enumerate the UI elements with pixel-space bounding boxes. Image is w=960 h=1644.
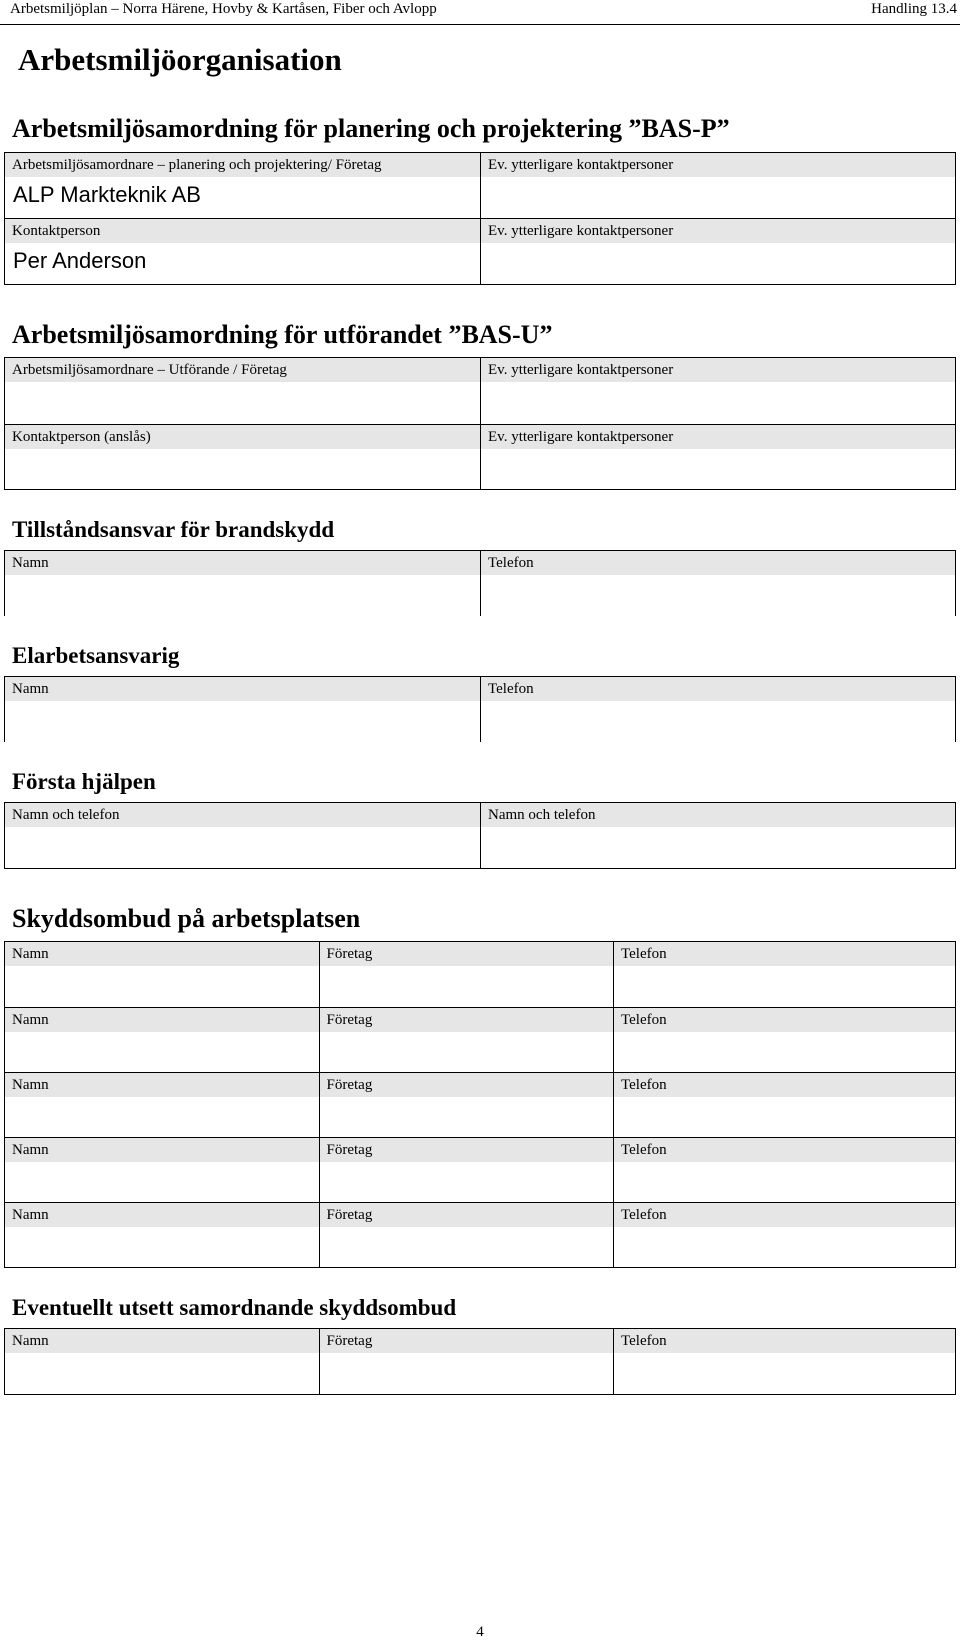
- safety-rep-row: [5, 1202, 955, 1267]
- field-label: Företag: [320, 1008, 614, 1032]
- coordinating-safety-rep-heading: Eventuellt utsett samordnande skyddsombud: [12, 1295, 457, 1320]
- field-label: Ev. ytterligare kontaktpersoner: [481, 153, 955, 177]
- field-label: Företag: [320, 1203, 614, 1227]
- field-label: Företag: [320, 1138, 614, 1162]
- fire-protection-heading: Tillståndsansvar för brandskydd: [12, 517, 335, 542]
- fire-protection-phone-field[interactable]: [480, 551, 955, 616]
- bas-u-contact-row: [5, 424, 955, 489]
- safety-rep-row: [5, 1137, 955, 1202]
- coordinating-safety-rep-company-field[interactable]: [319, 1329, 614, 1394]
- document-reference: Handling 13.4: [871, 1, 957, 17]
- safety-rep-phone-field[interactable]: [613, 1203, 955, 1267]
- bas-u-coordinator-row: [5, 358, 955, 424]
- field-label: Namn och telefon: [5, 803, 480, 827]
- bas-p-contact-field[interactable]: [5, 219, 480, 284]
- fire-protection-name-field[interactable]: [5, 551, 480, 616]
- safety-rep-phone-field[interactable]: [613, 942, 955, 1007]
- field-label: Namn: [5, 551, 480, 575]
- field-label: Telefon: [614, 1073, 955, 1097]
- field-label: Ev. ytterligare kontaktpersoner: [481, 425, 955, 449]
- field-label: Namn: [5, 1203, 319, 1227]
- bas-p-table: [4, 152, 956, 285]
- safety-rep-table: [4, 941, 956, 1268]
- field-label: Namn: [5, 942, 319, 966]
- field-label: Telefon: [614, 1008, 955, 1032]
- first-aid-field-2[interactable]: [480, 803, 955, 868]
- bas-u-extra-contacts-field-2[interactable]: [480, 425, 955, 489]
- bas-u-contact-field[interactable]: [5, 425, 480, 489]
- bas-p-extra-contacts-field-2[interactable]: [480, 219, 955, 284]
- electrical-heading: Elarbetsansvarig: [12, 643, 180, 668]
- first-aid-table: [4, 802, 956, 869]
- field-label: Namn: [5, 1073, 319, 1097]
- safety-rep-name-field[interactable]: [5, 1008, 319, 1072]
- page-number: 4: [476, 1624, 484, 1640]
- coordinating-safety-rep-name-field[interactable]: [5, 1329, 319, 1394]
- safety-rep-row: [5, 942, 955, 1007]
- field-value: ALP Markteknik AB: [13, 182, 201, 207]
- field-label: Företag: [320, 942, 614, 966]
- field-label: Ev. ytterligare kontaktpersoner: [481, 219, 955, 243]
- safety-rep-company-field[interactable]: [319, 1138, 614, 1202]
- first-aid-row: [5, 803, 955, 868]
- first-aid-field-1[interactable]: [5, 803, 480, 868]
- fire-protection-row: [5, 551, 955, 616]
- safety-rep-company-field[interactable]: [319, 1008, 614, 1072]
- field-label: Namn: [5, 1138, 319, 1162]
- field-label: Telefon: [614, 942, 955, 966]
- field-label: Telefon: [481, 551, 955, 575]
- field-label: Namn och telefon: [481, 803, 955, 827]
- safety-rep-company-field[interactable]: [319, 1203, 614, 1267]
- safety-rep-name-field[interactable]: [5, 1073, 319, 1137]
- bas-p-extra-contacts-field-1[interactable]: [480, 153, 955, 218]
- safety-rep-phone-field[interactable]: [613, 1073, 955, 1137]
- first-aid-heading: Första hjälpen: [12, 769, 156, 794]
- field-label: Kontaktperson (anslås): [5, 425, 480, 449]
- electrical-name-field[interactable]: [5, 677, 480, 742]
- electrical-table: [4, 676, 956, 742]
- document-title: Arbetsmiljöplan – Norra Härene, Hovby & Kartåsen, Fiber och Avlopp: [10, 1, 437, 17]
- field-label: Företag: [320, 1329, 614, 1353]
- page-title: Arbetsmiljöorganisation: [18, 42, 342, 77]
- safety-rep-phone-field[interactable]: [613, 1138, 955, 1202]
- safety-rep-row: [5, 1007, 955, 1072]
- coordinating-safety-rep-table: [4, 1328, 956, 1395]
- field-label: Namn: [5, 1008, 319, 1032]
- field-label: Företag: [320, 1073, 614, 1097]
- electrical-phone-field[interactable]: [480, 677, 955, 742]
- running-header: [0, 0, 960, 25]
- bas-u-coordinator-field[interactable]: [5, 358, 480, 424]
- field-label: Ev. ytterligare kontaktpersoner: [481, 358, 955, 382]
- field-label: Kontaktperson: [5, 219, 480, 243]
- electrical-row: [5, 677, 955, 742]
- bas-p-heading: Arbetsmiljösamordning för planering och projektering ”BAS-P”: [12, 114, 730, 143]
- coordinating-safety-rep-phone-field[interactable]: [613, 1329, 955, 1394]
- safety-rep-name-field[interactable]: [5, 942, 319, 1007]
- coordinating-safety-rep-row: [5, 1329, 955, 1394]
- safety-rep-name-field[interactable]: [5, 1203, 319, 1267]
- field-label: Telefon: [481, 677, 955, 701]
- safety-rep-heading: Skyddsombud på arbetsplatsen: [12, 904, 361, 933]
- safety-rep-name-field[interactable]: [5, 1138, 319, 1202]
- field-label: Namn: [5, 677, 480, 701]
- safety-rep-row: [5, 1072, 955, 1137]
- field-label: Arbetsmiljösamordnare – Utförande / Företag: [5, 358, 480, 382]
- bas-p-coordinator-field[interactable]: [5, 153, 480, 218]
- fire-protection-table: [4, 550, 956, 616]
- field-label: Telefon: [614, 1138, 955, 1162]
- field-label: Telefon: [614, 1203, 955, 1227]
- bas-u-table: [4, 357, 956, 490]
- field-label: Telefon: [614, 1329, 955, 1353]
- safety-rep-company-field[interactable]: [319, 942, 614, 1007]
- bas-p-contact-row: [5, 218, 955, 284]
- safety-rep-company-field[interactable]: [319, 1073, 614, 1137]
- bas-p-coordinator-row: [5, 153, 955, 218]
- field-value: Per Anderson: [13, 248, 147, 273]
- bas-u-heading: Arbetsmiljösamordning för utförandet ”BAS-U”: [12, 320, 553, 349]
- field-label: Arbetsmiljösamordnare – planering och projektering/ Företag: [5, 153, 480, 177]
- bas-u-extra-contacts-field-1[interactable]: [480, 358, 955, 424]
- safety-rep-phone-field[interactable]: [613, 1008, 955, 1072]
- field-label: Namn: [5, 1329, 319, 1353]
